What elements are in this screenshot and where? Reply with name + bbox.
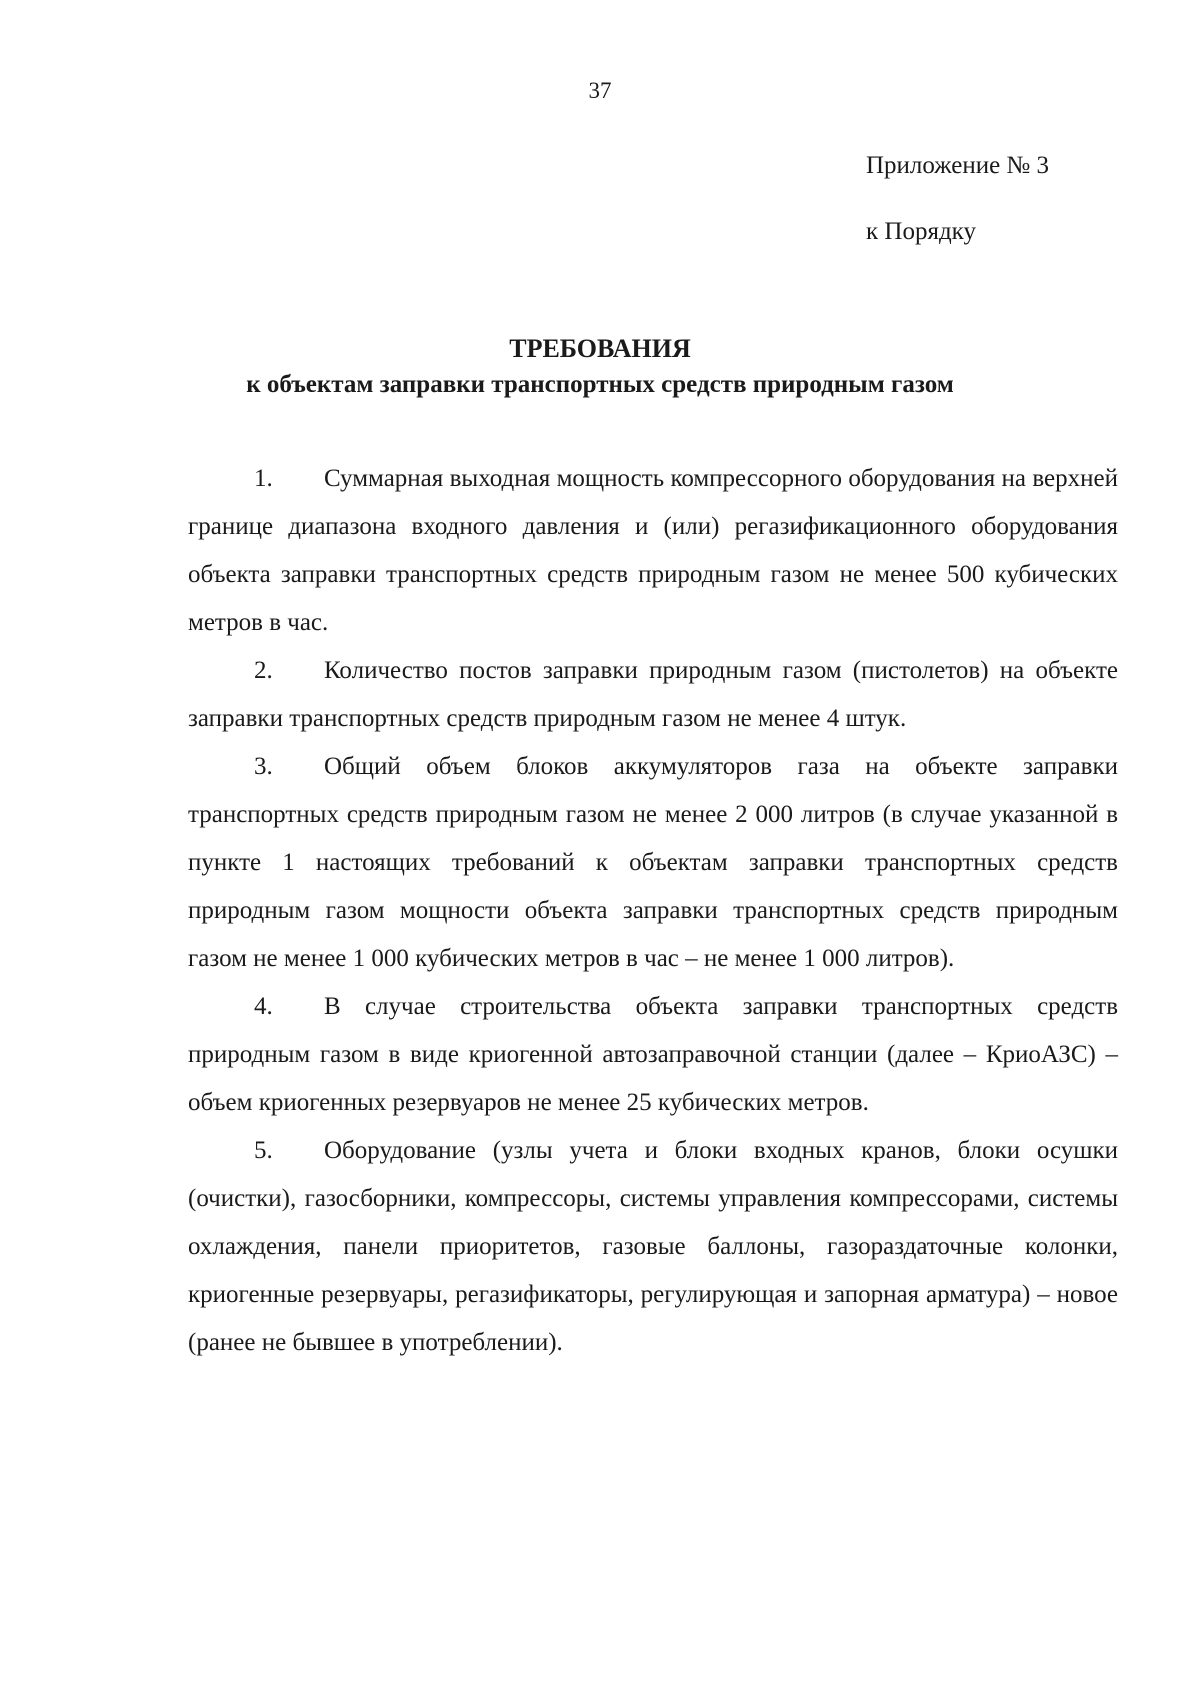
item-number: 2. bbox=[254, 657, 273, 684]
appendix-reference: к Порядку bbox=[866, 218, 976, 245]
item-number: 1. bbox=[254, 465, 273, 492]
document-subtitle: к объектам заправки транспортных средств природным газом bbox=[246, 371, 954, 398]
item-text: Суммарная выходная мощность компрессорного оборудования на верхней границе диапазона входного давления и (или) регазификационного оборудования объекта заправки транспортных средств природным газом не менее 500 кубических метров в час. bbox=[188, 465, 1118, 636]
requirement-item-5 bbox=[188, 1127, 1118, 1367]
item-number: 4. bbox=[254, 993, 273, 1020]
requirement-item-2 bbox=[188, 647, 1118, 743]
appendix-number: Приложение № 3 bbox=[866, 152, 1050, 179]
item-text: Оборудование (узлы учета и блоки входных кранов, блоки осушки (очистки), газосборники, компрессоры, системы управления компрессорами, системы охлаждения, панели приоритетов, газовые баллоны, газораздаточные колонки, криогенные резервуары, регазификаторы, регулирующая и запорная арматура) – новое (ранее не бывшее в употреблении). bbox=[188, 1137, 1118, 1356]
requirement-item-3 bbox=[188, 743, 1118, 983]
requirements-list bbox=[188, 455, 1118, 1367]
item-number: 3. bbox=[254, 753, 273, 780]
requirement-item-1 bbox=[188, 455, 1118, 647]
document-title: ТРЕБОВАНИЯ bbox=[509, 334, 691, 363]
item-text: В случае строительства объекта заправки транспортных средств природным газом в виде криогенной автозаправочной станции (далее – КриоАЗС) – объем криогенных резервуаров не менее 25 кубических метров. bbox=[188, 993, 1118, 1116]
item-number: 5. bbox=[254, 1137, 273, 1164]
requirement-item-4 bbox=[188, 983, 1118, 1127]
page-number: 37 bbox=[588, 78, 612, 103]
item-text: Общий объем блоков аккумуляторов газа на объекте заправки транспортных средств природным газом не менее 2 000 литров (в случае указанной в пункте 1 настоящих требований к объектам заправки транспортных средств природным газом мощности объекта заправки транспортных средств природным газом не менее 1 000 кубических метров в час – не менее 1 000 литров). bbox=[188, 753, 1118, 972]
item-text: Количество постов заправки природным газом (пистолетов) на объекте заправки транспортных средств природным газом не менее 4 штук. bbox=[188, 657, 1118, 732]
